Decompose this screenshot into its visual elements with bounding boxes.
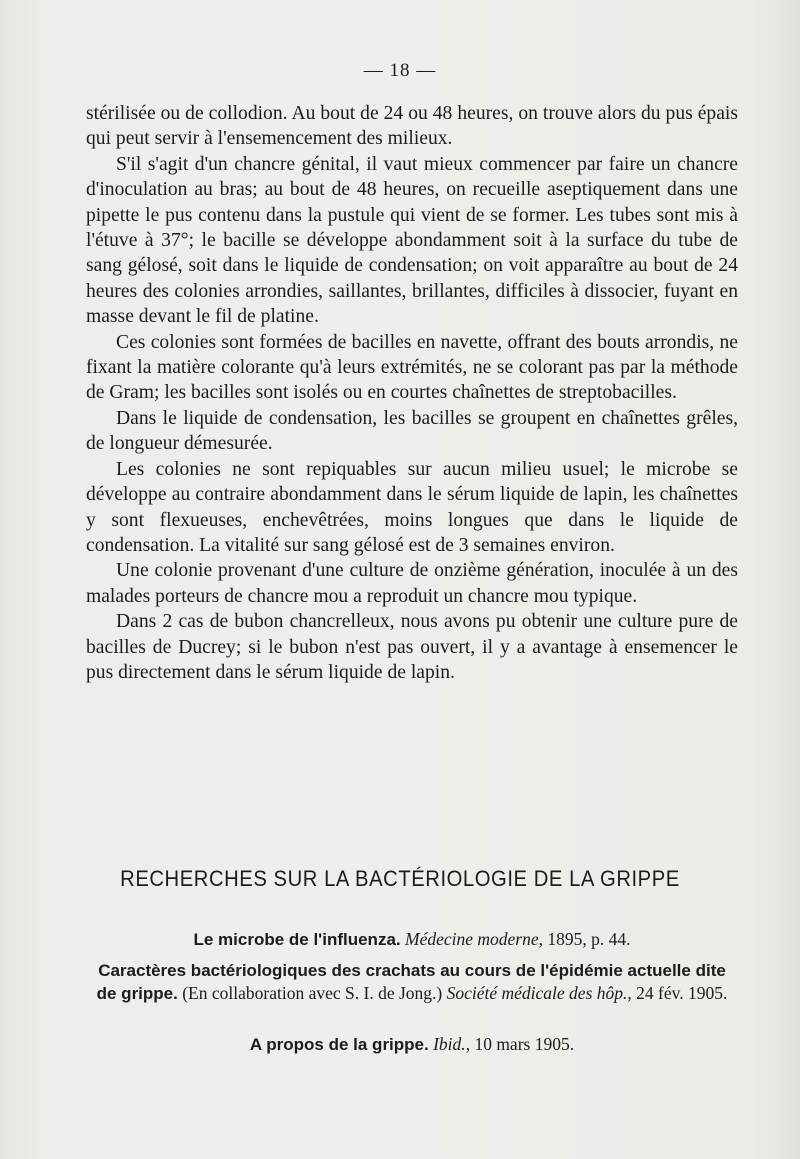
entry-source: Ibid. [433, 1034, 466, 1054]
entry-details: , 1895, p. 44. [538, 929, 631, 949]
paragraph: S'il s'agit d'un chancre génital, il vaut mieux commencer par faire un chancre d'inoculation au bras; au bout de 48 heures, on recueille aseptiquement dans une pipette le pus contenu dans la pustule qui vient de se former. Les tubes sont mis à l'étuve à 37°; le bacille se développe abondamment soit à la surface du tube de sang gélosé, soit dans le liquide de condensation; on voit apparaître au bout de 24 heures des colonies arrondies, saillantes, brillantes, difficiles à dissocier, fuyant en masse devant le fil de platine. [86, 153, 738, 328]
entry-collaboration: (En collaboration avec S. I. de Jong.) [182, 983, 443, 1003]
entry-details: , 24 fév. 1905. [627, 983, 728, 1003]
bibliography-entry [86, 959, 738, 1005]
page-number: — 18 — [363, 60, 437, 81]
body-text [86, 101, 738, 685]
bibliography-entry [86, 1033, 738, 1056]
entry-title: Le microbe de l'influenza. [193, 930, 401, 949]
entry-title: Caractères bactériologiques des crachats au cours de l'épidémie actuelle dite de grippe. [96, 961, 726, 1003]
paragraph: Ces colonies sont formées de bacilles en navette, offrant des bouts arrondis, ne fixant la matière colorante qu'à leurs extrémités, ne se colorant pas par la méthode de Gram; les bacilles sont isolés ou en courtes chaînettes de streptobacilles. [86, 331, 738, 404]
paragraph: Une colonie provenant d'une culture de onzième génération, inoculée à un des malades porteurs de chancre mou a reproduit un chancre mou typique. [86, 560, 738, 607]
section-heading: RECHERCHES SUR LA BACTÉRIOLOGIE DE LA GRIPPE [120, 866, 680, 891]
paragraph: Les colonies ne sont repiquables sur aucun milieu usuel; le microbe se développe au contraire abondamment dans le sérum liquide de lapin, les chaînettes y sont flexueuses, enchevêtrées, moins longues que dans le liquide de condensation. La vitalité sur sang gélosé est de 3 semaines environ. [86, 458, 738, 556]
paragraph: Dans le liquide de condensation, les bacilles se groupent en chaînettes grêles, de longueur démesurée. [86, 407, 738, 455]
paragraph: stérilisée ou de collodion. Au bout de 24 ou 48 heures, on trouve alors du pus épais qui peut servir à l'ensemencement des milieux. [86, 103, 738, 150]
bibliography-entry [86, 928, 738, 951]
entry-source: Médecine moderne [405, 929, 539, 949]
entry-details: , 10 mars 1905. [465, 1034, 575, 1054]
entry-title: A propos de la grippe. [249, 1035, 429, 1054]
entry-source: Société médicale des hôp. [446, 983, 628, 1003]
paragraph: Dans 2 cas de bubon chancrelleux, nous avons pu obtenir une culture pure de bacilles de Ducrey; si le bubon n'est pas ouvert, il y a avantage à ensemencer le pus directement dans le sérum liquide de lapin. [86, 611, 738, 683]
